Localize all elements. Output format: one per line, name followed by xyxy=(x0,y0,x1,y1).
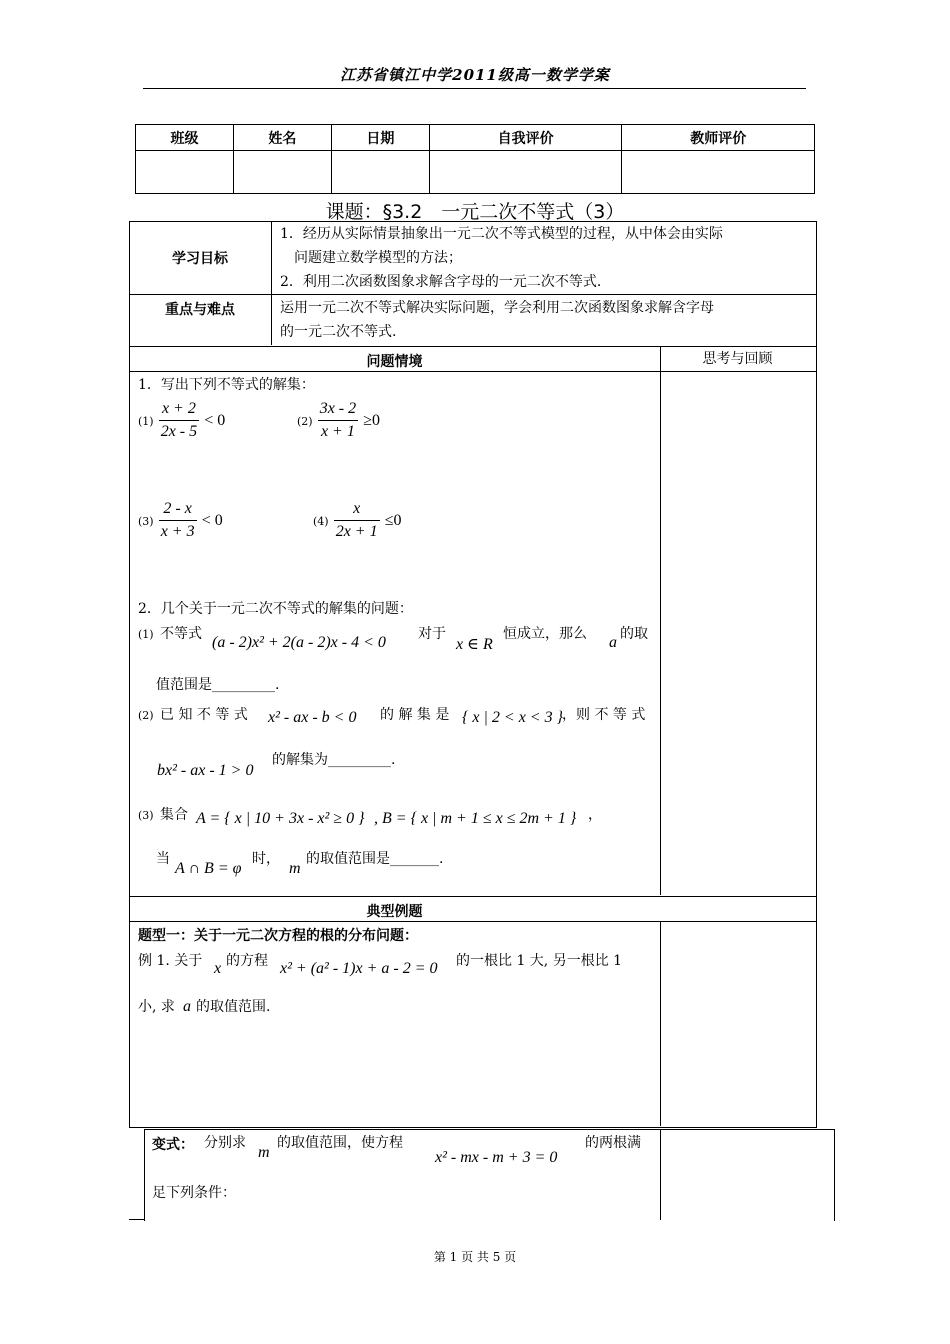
variant-text-a: 分别求 xyxy=(204,1135,246,1151)
q2-1-text-a: 不等式 xyxy=(160,626,202,642)
inequality-4-fraction xyxy=(334,498,380,543)
variant-text-c: 的两根满 xyxy=(585,1135,641,1151)
inequality-4-denominator: 2x + 1 xyxy=(335,523,378,540)
example-1-text-b: 的方程 xyxy=(226,953,268,969)
examples-side-divider xyxy=(660,921,661,1126)
goals-line2: 问题建立数学模型的方法； xyxy=(294,250,462,266)
goals-row-divider xyxy=(129,294,816,295)
q2-2-text-d: 的解集为_________. xyxy=(272,752,396,768)
example-1-equation: x² + (a² - 1)x + a - 2 = 0 xyxy=(280,960,438,977)
page-footer: 第 1 页 共 5 页 xyxy=(433,1250,517,1264)
inequality-3-label: (3) xyxy=(138,515,154,528)
q2-3-text-c: 当 xyxy=(156,851,170,867)
q2-title: 2．几个关于一元二次不等式的解集的问题： xyxy=(138,601,413,617)
inequality-2-numerator: 3x - 2 xyxy=(318,398,358,421)
inequality-3-numerator: 2 - x xyxy=(159,498,197,521)
inequality-1 xyxy=(138,398,225,443)
q2-2-text-a: 已 知 不 等 式 xyxy=(160,707,248,723)
q2-3-set-a: A = { x | 10 + 3x - x² ≥ 0 } xyxy=(196,810,365,827)
q2-1-text-b: 对于 xyxy=(418,626,446,642)
inequality-4-numerator: x xyxy=(334,498,380,521)
inequality-2-denominator: x + 1 xyxy=(320,423,355,440)
inequality-4-label: (4) xyxy=(313,515,329,528)
variant-label: 变式： xyxy=(152,1137,194,1153)
q1-title: 1．写出下列不等式的解集： xyxy=(138,377,315,393)
example-1-variable: x xyxy=(214,960,222,977)
inequality-3 xyxy=(138,498,223,543)
goals-line3: 2．利用二次函数图象求解含字母的一元二次不等式. xyxy=(280,274,602,290)
problem-header-rule xyxy=(129,371,816,372)
q2-1-number: (1) xyxy=(138,628,154,641)
header-self-eval: 自我评价 xyxy=(429,125,622,151)
q2-3-label xyxy=(138,803,154,828)
q2-3-number: (3) xyxy=(138,809,154,822)
example-1-text-c: 的一根比 1 大, 另一根比 1 xyxy=(456,953,623,969)
inequality-2-relation: ≥0 xyxy=(363,412,380,429)
q2-1-text-c: 恒成立，那么 xyxy=(503,626,587,642)
header-name: 姓名 xyxy=(233,125,331,151)
variant-variable: m xyxy=(258,1144,270,1161)
q2-3-variable: m xyxy=(289,860,301,877)
example-1-variable-2: a xyxy=(183,998,191,1015)
q2-2-number: (2) xyxy=(138,709,154,722)
class-cell[interactable] xyxy=(136,151,234,194)
inequality-2-label: (2) xyxy=(297,415,313,428)
q2-2-expression-2: bx² - ax - 1 > 0 xyxy=(157,762,254,779)
self-eval-cell[interactable] xyxy=(429,151,622,194)
goals-line1: 1．经历从实际情景抽象出一元二次不等式模型的过程，从中体会由实际 xyxy=(280,226,723,242)
q2-1-condition: x ∈ R xyxy=(456,636,493,653)
q2-2-solution-set: { x | 2 < x < 3 } xyxy=(462,709,563,726)
variant-text-b: 的取值范围，使方程 xyxy=(277,1135,403,1151)
inequality-1-fraction xyxy=(159,398,199,443)
inequality-3-denominator: x + 3 xyxy=(160,523,195,540)
document-header-title: 江苏省镇江中学2011级高一数学学案 xyxy=(340,66,610,84)
q2-1-text-e: 值范围是_________. xyxy=(156,677,280,693)
inequality-1-relation: < 0 xyxy=(204,412,226,429)
header-rule xyxy=(143,88,806,89)
inequality-1-denominator: 2x - 5 xyxy=(160,423,198,440)
examples-header-rule xyxy=(129,921,816,922)
reflection-header: 思考与回顾 xyxy=(702,351,773,367)
student-info-table xyxy=(135,124,815,194)
example-1-text-e: 的取值范围. xyxy=(196,999,271,1015)
q2-3-text-b: ， xyxy=(588,807,602,823)
q2-3-condition: A ∩ B = φ xyxy=(175,860,242,877)
inequality-2 xyxy=(297,398,380,443)
inequality-3-fraction xyxy=(159,498,197,543)
example-1-text-a: 例 1. 关于 xyxy=(138,953,203,969)
inequality-4 xyxy=(313,498,401,543)
q2-1-label xyxy=(138,622,154,647)
q2-1-text-d: 的取 xyxy=(620,626,648,642)
inequality-4-relation: ≤0 xyxy=(384,512,402,529)
inequality-1-label: (1) xyxy=(138,415,154,428)
teacher-eval-cell[interactable] xyxy=(622,151,815,194)
q2-3-set-b: , B = { x | m + 1 ≤ x ≤ 2m + 1 } xyxy=(374,810,577,827)
goals-label: 学习目标 xyxy=(172,251,228,267)
key-points-label: 重点与难点 xyxy=(165,302,235,318)
inequality-3-relation: < 0 xyxy=(201,512,223,529)
variant-left-stub xyxy=(129,1219,144,1220)
header-teacher-eval: 教师评价 xyxy=(622,125,815,151)
inequality-2-fraction xyxy=(318,398,358,443)
key-points-line1: 运用一元二次不等式解决实际问题，学会利用二次函数图象求解含字母 xyxy=(280,300,714,316)
variant-side-divider xyxy=(660,1129,661,1220)
header-class: 班级 xyxy=(136,125,234,151)
key-points-line2: 的一元二次不等式. xyxy=(280,324,397,340)
q2-1-expression: (a - 2)x² + 2(a - 2)x - 4 < 0 xyxy=(212,634,386,651)
variant-equation: x² - mx - m + 3 = 0 xyxy=(435,1149,558,1166)
q2-3-text-d: 时， xyxy=(252,851,280,867)
examples-header: 典型例题 xyxy=(366,904,423,920)
date-cell[interactable] xyxy=(331,151,429,194)
goals-divider xyxy=(271,221,272,345)
q2-3-text-e: 的取值范围是_______. xyxy=(306,851,444,867)
q2-2-text-b: 的 解 集 是 xyxy=(380,707,450,723)
q2-3-text-a: 集合 xyxy=(160,807,188,823)
variant-box xyxy=(144,1129,835,1221)
q2-1-variable: a xyxy=(609,634,617,651)
q2-2-expression: x² - ax - b < 0 xyxy=(268,709,357,726)
lesson-title: 课题：§3.2 一元二次不等式（3） xyxy=(325,201,625,223)
problem-section-header: 问题情境 xyxy=(366,354,423,370)
name-cell[interactable] xyxy=(233,151,331,194)
header-date: 日期 xyxy=(331,125,429,151)
problem-type-1: 题型一：关于一元二次方程的根的分布问题： xyxy=(138,928,418,944)
q2-2-label xyxy=(138,703,154,728)
q2-2-text-c: ，则 不 等 式 xyxy=(562,707,646,723)
example-1-text-d: 小, 求 xyxy=(138,999,175,1015)
problem-side-divider xyxy=(660,346,661,895)
inequality-1-numerator: x + 2 xyxy=(159,398,199,421)
variant-text-d: 足下列条件： xyxy=(152,1185,236,1201)
